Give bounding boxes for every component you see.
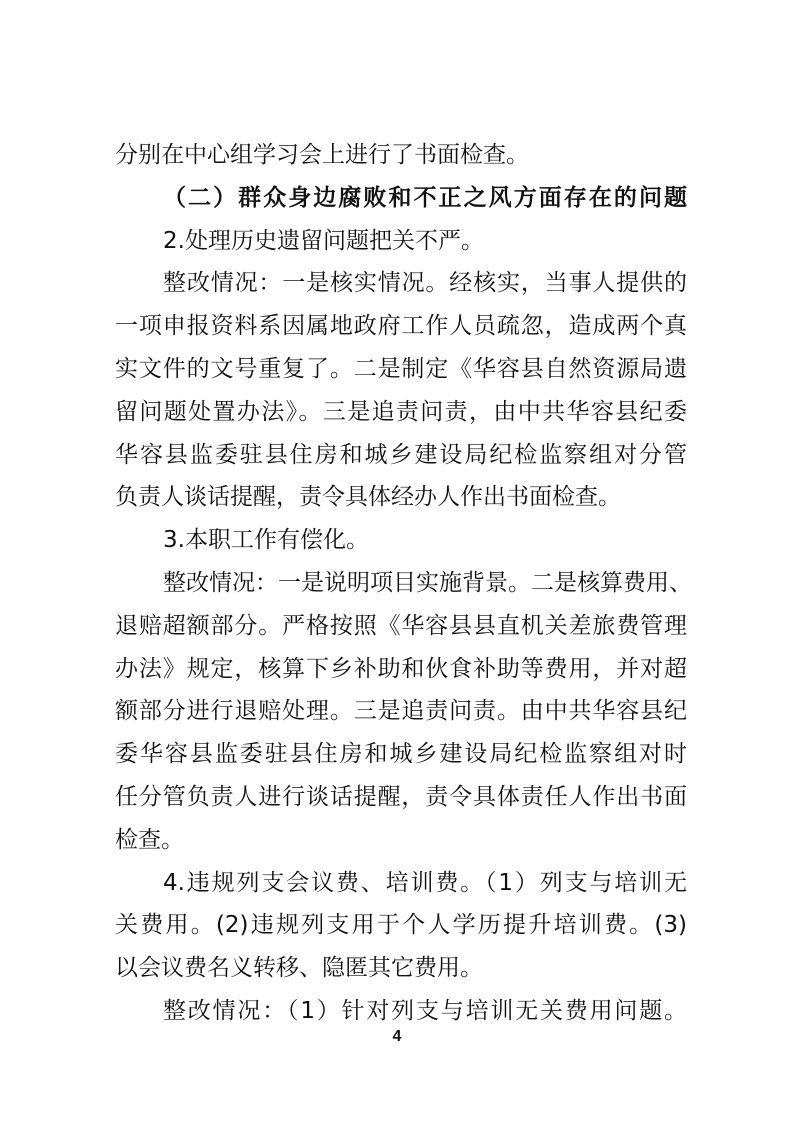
text-line: 分别在中心组学习会上进行了书面检查。 [115, 142, 529, 168]
document-body [115, 134, 692, 1033]
text-line: 整改情况：一是核实情况。经核实，当事人提供的 [163, 270, 687, 297]
text-line: 实文件的文号重复了。二是制定《华容县自然资源局遗 [115, 355, 687, 382]
text-line: 以会议费名义转移、隐匿其它费用。 [115, 955, 483, 982]
item-heading: 4.违规列支会议费、培训费。（1）列支与培训无 [163, 869, 687, 896]
item-heading: 3.本职工作有偿化。 [163, 527, 369, 554]
text-line: 华容县监委驻县住房和城乡建设局纪检监察组对分管 [115, 441, 687, 468]
text-line: 额部分进行退赔处理。三是追责问责。由中共华容县纪 [115, 698, 687, 725]
text-line: 一项申报资料系因属地政府工作人员疏忽，造成两个真 [115, 313, 687, 340]
section-heading: （二）群众身边腐败和不正之风方面存在的问题 [163, 184, 687, 211]
text-line: 关费用。(2)违规列支用于个人学历提升培训费。(3) [115, 912, 687, 939]
text-line: 整改情况：一是说明项目实施背景。二是核算费用、 [163, 569, 692, 596]
text-line: 任分管负责人进行谈话提醒，责令具体责任人作出书面 [115, 783, 687, 810]
text-line: 退赔超额部分。严格按照《华容县县直机关差旅费管理 [115, 612, 687, 639]
text-line: 委华容县监委驻县住房和城乡建设局纪检监察组对时 [115, 741, 687, 768]
text-line: 整改情况：（1）针对列支与培训无关费用问题。 [163, 997, 687, 1024]
page-number: 4 [392, 1028, 402, 1045]
text-line: 负责人谈话提醒，责令具体经办人作出书面检查。 [115, 484, 621, 511]
item-heading: 2.处理历史遗留问题把关不严。 [163, 227, 484, 254]
text-line: 留问题处置办法》。三是追责问责，由中共华容县纪委 [115, 398, 687, 425]
text-line: 检查。 [115, 826, 184, 853]
text-line: 办法》规定，核算下乡补助和伙食补助等费用，并对超 [115, 655, 687, 682]
